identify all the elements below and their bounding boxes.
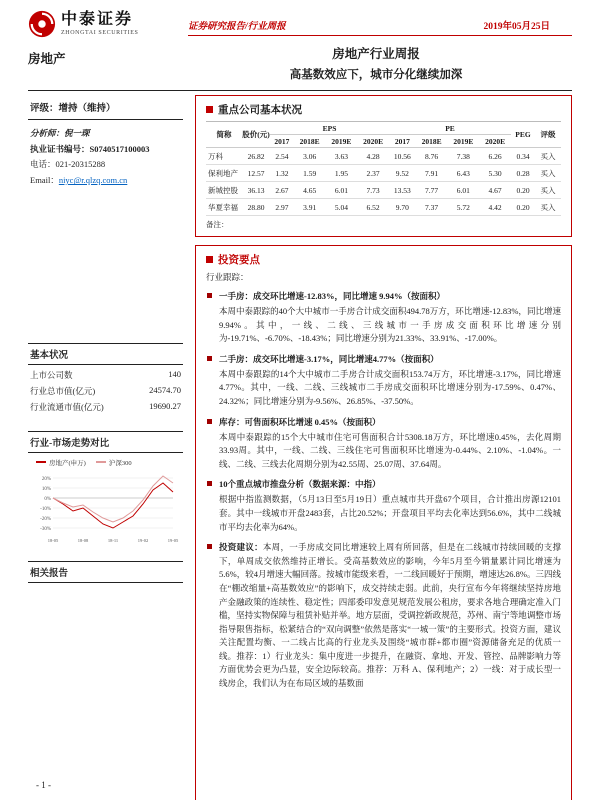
legend-item: 房地产(申万): [36, 458, 86, 467]
related-reports-section: [28, 561, 183, 583]
table-cell: 4.67: [479, 182, 511, 199]
analyst-block: [28, 120, 183, 193]
main-content: [195, 95, 572, 800]
table-cell: 7.73: [357, 182, 389, 199]
table-cell: 13.53: [389, 182, 416, 199]
email-label: Email：: [30, 175, 59, 186]
trend-chart-svg: [28, 469, 180, 547]
analyst-name: 分析师：倪一琛: [30, 128, 90, 138]
table-cell: 7.77: [416, 182, 448, 199]
point-item-second-hand: [206, 353, 561, 409]
table-cell: 1.95: [326, 165, 358, 182]
legend-swatch: [36, 461, 46, 463]
svg-text:20%: 20%: [41, 476, 51, 482]
analyst-cert: 执业证书编号：S0740517100003: [30, 143, 150, 154]
svg-text:18-05: 18-05: [47, 537, 59, 543]
table-cell: 7.38: [447, 148, 479, 165]
table-cell: 1.59: [294, 165, 326, 182]
table-cell: 买入: [535, 199, 561, 216]
analyst-email-row: [30, 173, 181, 189]
table-cell: 36.13: [242, 182, 270, 199]
table-row: [206, 182, 561, 199]
table-header-year: 2020E: [479, 135, 511, 148]
table-cell: 买入: [535, 165, 561, 182]
svg-text:18-08: 18-08: [77, 537, 89, 543]
bullet-square-icon: [207, 356, 212, 361]
table-cell: 7.37: [416, 199, 448, 216]
table-header-year: 2017: [389, 135, 416, 148]
table-cell: 4.28: [357, 148, 389, 165]
trend-chart-legend: [36, 458, 183, 467]
table-header-cell: 股价(元): [242, 122, 270, 148]
basic-row-label: 行业总市值(亿元): [30, 385, 96, 396]
key-companies-table: [206, 121, 561, 216]
related-reports-title: 相关报告: [28, 561, 183, 583]
basic-row: [28, 397, 183, 413]
advice-head: 投资建议：: [219, 542, 263, 553]
zhongtai-logo-icon: [28, 10, 56, 38]
table-cell: 4.42: [479, 199, 511, 216]
table-cell: 保利地产: [206, 165, 242, 182]
table-cell: 6.01: [326, 182, 358, 199]
point-body: 本周中泰跟踪的15个大中城市住宅可售面积合计5308.18万方，环比增速0.45%，去化周期33.93周。其中，一线、二线、三线住宅可售面积环比增速为-0.44%、2.10%、-1.04%。一线、二线、三线去化周期分别为42.55周、25.07周、37.64周。: [219, 431, 561, 469]
bullet-square-icon: [207, 544, 212, 549]
table-cell: 买入: [535, 148, 561, 165]
bullet-square-icon: [207, 481, 212, 486]
table-row: [206, 199, 561, 216]
legend-swatch: [96, 461, 106, 463]
industry-label: 房地产: [28, 52, 66, 66]
point-item-advice: [206, 541, 561, 691]
table-cell: 3.63: [326, 148, 358, 165]
table-cell: 0.28: [511, 165, 535, 182]
table-header-year: 2018E: [416, 135, 448, 148]
table-cell: 8.76: [416, 148, 448, 165]
point-head: 二手房：成交环比增速-3.17%，同比增速4.77%（按面积）: [219, 353, 439, 364]
rating-label: 评级：增持（维持）: [28, 95, 183, 120]
red-square-icon: [206, 106, 213, 113]
sidebar: [28, 95, 183, 800]
table-cell: 3.91: [294, 199, 326, 216]
table-header-year: 2019E: [447, 135, 479, 148]
table-cell: 0.34: [511, 148, 535, 165]
table-cell: 华夏幸福: [206, 199, 242, 216]
table-cell: 5.04: [326, 199, 358, 216]
table-cell: 3.06: [294, 148, 326, 165]
point-head: 10个重点城市推盘分析（数据来源：中指）: [219, 479, 381, 490]
svg-text:19-02: 19-02: [137, 537, 149, 543]
table-cell: 2.37: [357, 165, 389, 182]
investment-points-header: [206, 252, 561, 267]
table-cell: 12.57: [242, 165, 270, 182]
point-body: 本周中泰跟踪的14个大中城市二手房合计成交面积153.74万方，环比增速-3.17%，同比增速4.77%。其中，一线、二线、三线城市二手房成交面积环比增速分别为-17.59%、0.47%、24.32%；同比增速分别为-9.56%、26.85%、-37.50%。: [219, 368, 561, 406]
trend-section: [28, 431, 183, 547]
basic-row-label: 上市公司数: [30, 369, 73, 380]
report-date: 2019年05月25日: [483, 22, 550, 32]
table-cell: 26.82: [242, 148, 270, 165]
red-square-icon: [206, 256, 213, 263]
table-cell: 5.30: [479, 165, 511, 182]
table-header-cell: 评级: [535, 122, 561, 148]
table-cell: 6.26: [479, 148, 511, 165]
key-companies-tbody: [206, 148, 561, 216]
logo-name-cn: 中泰证券: [61, 11, 134, 29]
point-body: 本周中泰跟踪的40个大中城市一手房合计成交面积494.78万方，环比增速-12.83%，同比增速9.94%。其中，一线、二线、三线城市一手房成交面积环比增速分别为-19.71%、-6.70%、-18.43%；同比增速分别为21.33%、33.91%、-17.00%。: [219, 306, 561, 344]
table-cell: 10.56: [389, 148, 416, 165]
table-cell: 2.67: [270, 182, 294, 199]
legend-item: 沪深300: [96, 458, 132, 467]
basic-row: [28, 365, 183, 381]
table-cell: 28.80: [242, 199, 270, 216]
investment-points-box: [195, 245, 572, 800]
table-header-group-eps: EPS: [270, 122, 389, 135]
svg-text:-30%: -30%: [40, 526, 51, 532]
table-header-year: 2018E: [294, 135, 326, 148]
table-header-group-pe: PE: [389, 122, 511, 135]
svg-text:18-11: 18-11: [107, 537, 119, 543]
table-header-cell: 简称: [206, 122, 242, 148]
table-cell: 万科: [206, 148, 242, 165]
table-cell: 新城控股: [206, 182, 242, 199]
email-link[interactable]: niyc@r.qlzq.com.cn: [58, 175, 128, 186]
advice-body: 本周，一手房成交同比增速较上周有所回落，但是在二线城市持续回暖的支撑下，单周成交依然维持正增长。受高基数效应的影响，今年5月至今销量累计同比增速为5.6%，较4月增速大幅回落。按城市能级来看，一二线回暖好于预期，增速达26.8%。三四线在“棚改缩量+高基数效应”的影响下，成交持续走弱。此前，央行宣布今年将继续坚持房地产金融政策的连续性、稳定性；四部委印发意见规范发展公租房，要求各地合理确定准入门槛，坚持实物保障与租赁补贴并举。地方层面，受调控新政规范，苏州、南宁等地调整市场指导限售指标，松紧结合的“双向调整”依然是落实“一城一策”的主要形式。投资方面，建议关注配置均衡、一二线占比高的行业龙头及围绕“城市群+都市圈”资源储备充足的优质一线。推荐：1）行业龙头：集中度进一步提升，在融资、拿地、开发、管控、品牌影响力等方面优势会更为凸显，安全边际较高。推荐：万科 A、保利地产；2）一线：对于成长型一线房企，我们认为在布局区域的基数面: [219, 542, 561, 689]
svg-text:0%: 0%: [44, 496, 51, 502]
svg-text:-10%: -10%: [40, 506, 51, 512]
table-header-year: 2019E: [326, 135, 358, 148]
basic-row-value: 19690.27: [149, 400, 181, 411]
table-cell: 2.97: [270, 199, 294, 216]
basic-status-section: [28, 343, 183, 421]
table-row: [206, 148, 561, 165]
analyst-phone: 电话：021-20315288: [30, 159, 106, 170]
table-cell: 7.91: [416, 165, 448, 182]
table-header-cell: PEG: [511, 122, 535, 148]
bullet-square-icon: [207, 293, 212, 298]
key-companies-box: [195, 95, 572, 237]
point-head: 一手房：成交环比增速-12.83%，同比增速 9.94%（按面积）: [219, 291, 445, 301]
basic-row: [28, 381, 183, 397]
point-item-launch-analysis: [206, 478, 561, 534]
key-companies-title: 重点公司基本状况: [218, 105, 302, 116]
table-cell: 2.54: [270, 148, 294, 165]
point-item-inventory: [206, 416, 561, 472]
table-cell: 6.52: [357, 199, 389, 216]
report-title: 房地产行业周报: [332, 47, 420, 61]
table-cell: 0.20: [511, 182, 535, 199]
table-header-year: 2017: [270, 135, 294, 148]
svg-text:10%: 10%: [41, 486, 51, 492]
key-companies-header: [206, 102, 561, 117]
basic-row-value: 140: [168, 368, 181, 379]
table-cell: 4.65: [294, 182, 326, 199]
table-header-year: 2020E: [357, 135, 389, 148]
table-row: [206, 165, 561, 182]
table-cell: 5.72: [447, 199, 479, 216]
table-cell: 6.43: [447, 165, 479, 182]
basic-row-value: 24574.70: [149, 384, 181, 395]
bullet-square-icon: [207, 419, 212, 424]
logo: [28, 10, 180, 38]
table-cell: 9.70: [389, 199, 416, 216]
svg-text:-20%: -20%: [40, 516, 51, 522]
basic-status-title: 基本状况: [28, 343, 183, 365]
point-item-new-homes: [206, 290, 561, 346]
table-cell: 1.32: [270, 165, 294, 182]
advice-paragraph: [219, 541, 561, 691]
investment-points-title: 投资要点: [218, 255, 260, 266]
table-cell: 6.01: [447, 182, 479, 199]
point-body: 根据中指监测数据，（5月13日至5月19日）重点城市共开盘67个项目，合计推出房源12101套。其中一线城市开盘2483套，占比20.52%；开盘项目平均去化率达到56.6%，其中二线城市平均去化率为64%。: [219, 494, 561, 532]
industry-tracking-label: 行业跟踪：: [206, 272, 249, 282]
svg-text:19-05: 19-05: [167, 537, 179, 543]
header: [0, 0, 600, 91]
report-subtitle: 高基数效应下，城市分化继续加深: [289, 69, 463, 81]
table-cell: 买入: [535, 182, 561, 199]
table-cell: 9.52: [389, 165, 416, 182]
basic-row-label: 行业流通市值(亿元): [30, 401, 104, 412]
trend-chart-title: 行业-市场走势对比: [28, 431, 183, 453]
point-head: 库存：可售面积环比增速 0.45%（按面积）: [219, 416, 381, 427]
table-note: 备注：: [206, 220, 229, 229]
table-cell: 0.20: [511, 199, 535, 216]
report-type-label: 证券研究报告/行业周报: [188, 22, 286, 32]
logo-name-en: ZHONGTAI SECURITIES: [61, 29, 139, 36]
page-number: - 1 -: [36, 780, 51, 790]
